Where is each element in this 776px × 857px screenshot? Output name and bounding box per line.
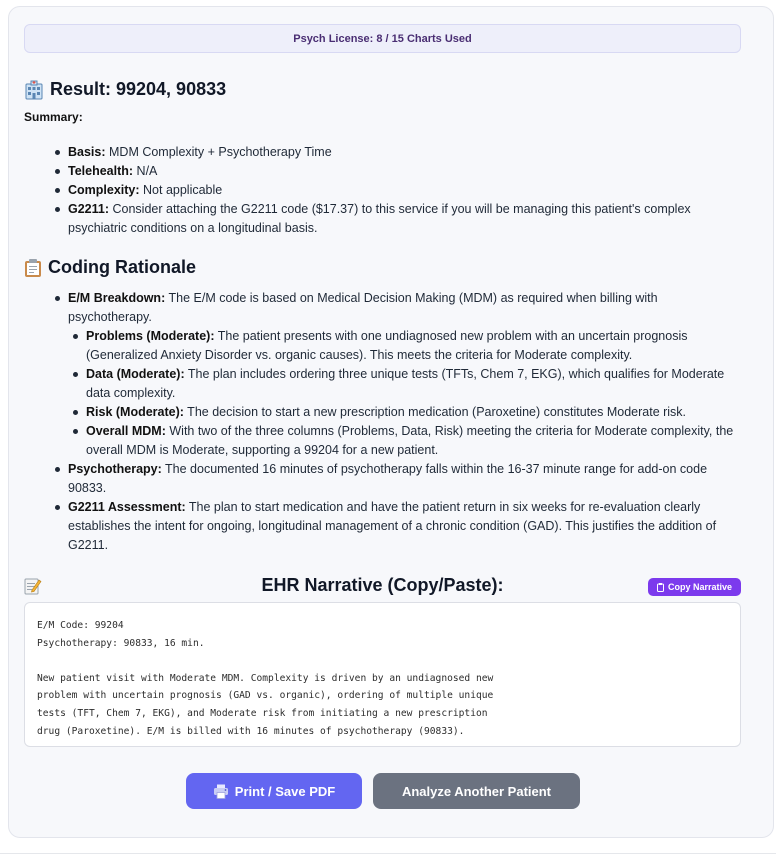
rationale-title: Coding Rationale [48, 257, 196, 277]
list-item: Data (Moderate): The plan includes ordering three unique tests (TFTs, Chem 7, EKG), which qualifies for Moderate data complexity. [86, 365, 740, 403]
list-item: Basis: MDM Complexity + Psychotherapy Time [68, 143, 728, 162]
list-item: Overall MDM: With two of the three columns (Problems, Data, Risk) meeting the criteria for Moderate complexity, the overall MDM is Moderate, supporting a 99204 for a new patient. [86, 422, 740, 460]
list-item: Risk (Moderate): The decision to start a new prescription medication (Paroxetine) constitutes Moderate risk. [86, 403, 740, 422]
narrative-text[interactable]: E/M Code: 99204 Psychotherapy: 90833, 16 min. New patient visit with Moderate MDM. Complexity is driven by an undiagnosed new problem with uncertain prognosis (GAD vs. organic), ordering of multiple unique tests (TFT, Chem 7, EKG), and Moderate risk from initiating a new prescription drug (Paroxetine). E/M is billed with 16 minutes of psychotherapy (90833). [24, 602, 741, 747]
copy-narrative-button[interactable] [648, 578, 741, 596]
copy-narrative-label: Copy Narrative [667, 582, 732, 592]
printer-icon [213, 784, 229, 799]
rationale-heading [24, 257, 196, 278]
rationale-list [68, 289, 740, 555]
result-title: Result: 99204, 90833 [50, 79, 227, 99]
clipboard-icon [24, 258, 42, 278]
result-heading [24, 79, 226, 100]
list-item: Complexity: Not applicable [68, 181, 728, 200]
list-item: Psychotherapy: The documented 16 minutes of psychotherapy falls within the 16-37 minute range for add-on code 90833. [68, 460, 740, 498]
analyze-another-patient-button[interactable] [373, 773, 580, 809]
narrative-header [24, 572, 741, 602]
summary-label: Summary: [24, 110, 83, 124]
list-item: G2211 Assessment: The plan to start medication and have the patient return in six weeks for re-evaluation clearly establishes the intent for ongoing, longitudinal management of a chronic condition (GAD). This justifies the addition of G2211. [68, 498, 740, 555]
em-breakdown-sublist [86, 327, 740, 460]
print-save-pdf-label: Print / Save PDF [234, 783, 336, 799]
divider [0, 853, 776, 854]
narrative-title: EHR Narrative (Copy/Paste): [261, 575, 504, 595]
list-item: Problems (Moderate): The patient presents with one undiagnosed new problem with an uncertain prognosis (Generalized Anxiety Disorder vs. organic causes). This meets the criteria for Moderate complexity. [86, 327, 740, 365]
print-save-pdf-button[interactable] [186, 773, 362, 809]
license-banner: Psych License: 8 / 15 Charts Used [24, 24, 741, 53]
summary-list [68, 143, 728, 238]
hospital-icon [24, 80, 44, 100]
list-item: Telehealth: N/A [68, 162, 728, 181]
list-item: E/M Breakdown: The E/M code is based on Medical Decision Making (MDM) as required when billing with psychotherapy. Problems (Moderate): The patient presents with one undiagnosed new problem with an uncertain prognosis (Generalized Anxiety Disorder vs. organic causes). This meets the criteria for Moderate complexity. Data (Moderate): The plan includes ordering three unique tests (TFTs, Chem 7, EKG), which qualifies for Moderate data complexity. Risk (Moderate): The decision to start a new prescription medication (Paroxetine) constitutes Moderate risk. Overall MDM: With two of the three columns (Problems, Data, Risk) meeting the criteria for Moderate complexity, the overall MDM is Moderate, supporting a 99204 for a new patient. [68, 289, 740, 460]
analyze-another-patient-label: Analyze Another Patient [401, 783, 552, 799]
clipboard-icon [657, 583, 664, 592]
list-item: G2211: Consider attaching the G2211 code ($17.37) to this service if you will be managing this patient's complex psychiatric conditions on a longitudinal basis. [68, 200, 728, 238]
